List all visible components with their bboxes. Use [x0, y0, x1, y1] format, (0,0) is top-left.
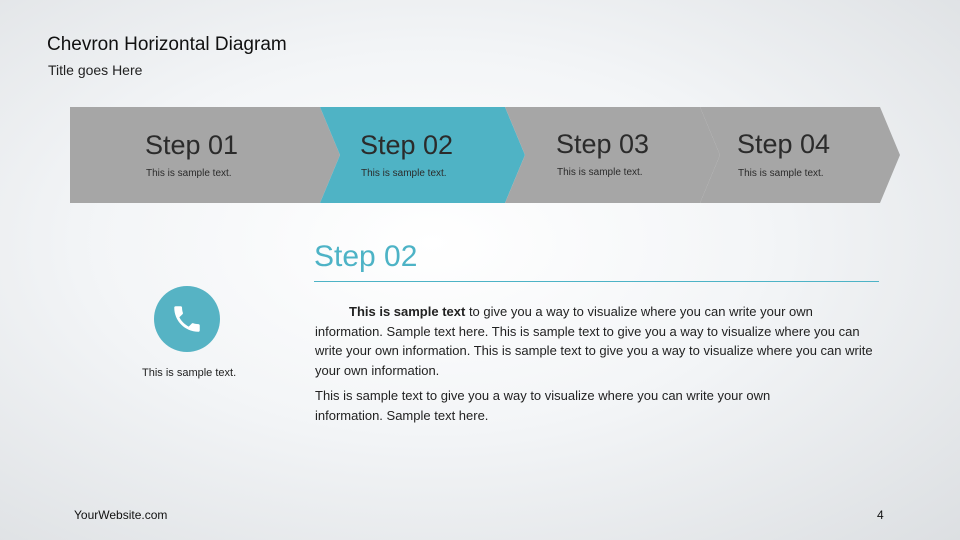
step-02-title: Step 02: [360, 130, 454, 160]
slide-subtitle: Title goes Here: [48, 62, 143, 78]
phone-icon: [170, 302, 204, 336]
step-04-title: Step 04: [737, 129, 831, 159]
detail-paragraph-1: [315, 302, 880, 380]
detail-heading: Step 02: [314, 240, 418, 273]
footer-website[interactable]: YourWebsite.com: [74, 508, 168, 522]
step-02-text: This is sample text.: [361, 168, 447, 179]
paragraph-body: to give you a way to visualize where you can write your own information. Sample text here. This is sample text to give you a way to visualize where you can write your own information. This is sample text to give you a way to visualize where you can write your own information.: [315, 304, 873, 378]
step-03-text: This is sample text.: [557, 167, 643, 178]
paragraph-lead-bold: This is sample text: [349, 304, 466, 319]
slide-title: Chevron Horizontal Diagram: [47, 34, 287, 55]
icon-caption: This is sample text.: [142, 367, 237, 379]
step-03-title: Step 03: [556, 129, 650, 159]
page-number: 4: [877, 508, 884, 522]
phone-icon-badge: [154, 286, 220, 352]
step-01-title: Step 01: [145, 130, 239, 160]
detail-paragraph-2: This is sample text to give you a way to visualize where you can write your own information. Sample text here.: [315, 388, 771, 423]
detail-divider: [314, 281, 879, 282]
step-04-text: This is sample text.: [738, 168, 824, 179]
step-01-text: This is sample text.: [146, 168, 232, 179]
